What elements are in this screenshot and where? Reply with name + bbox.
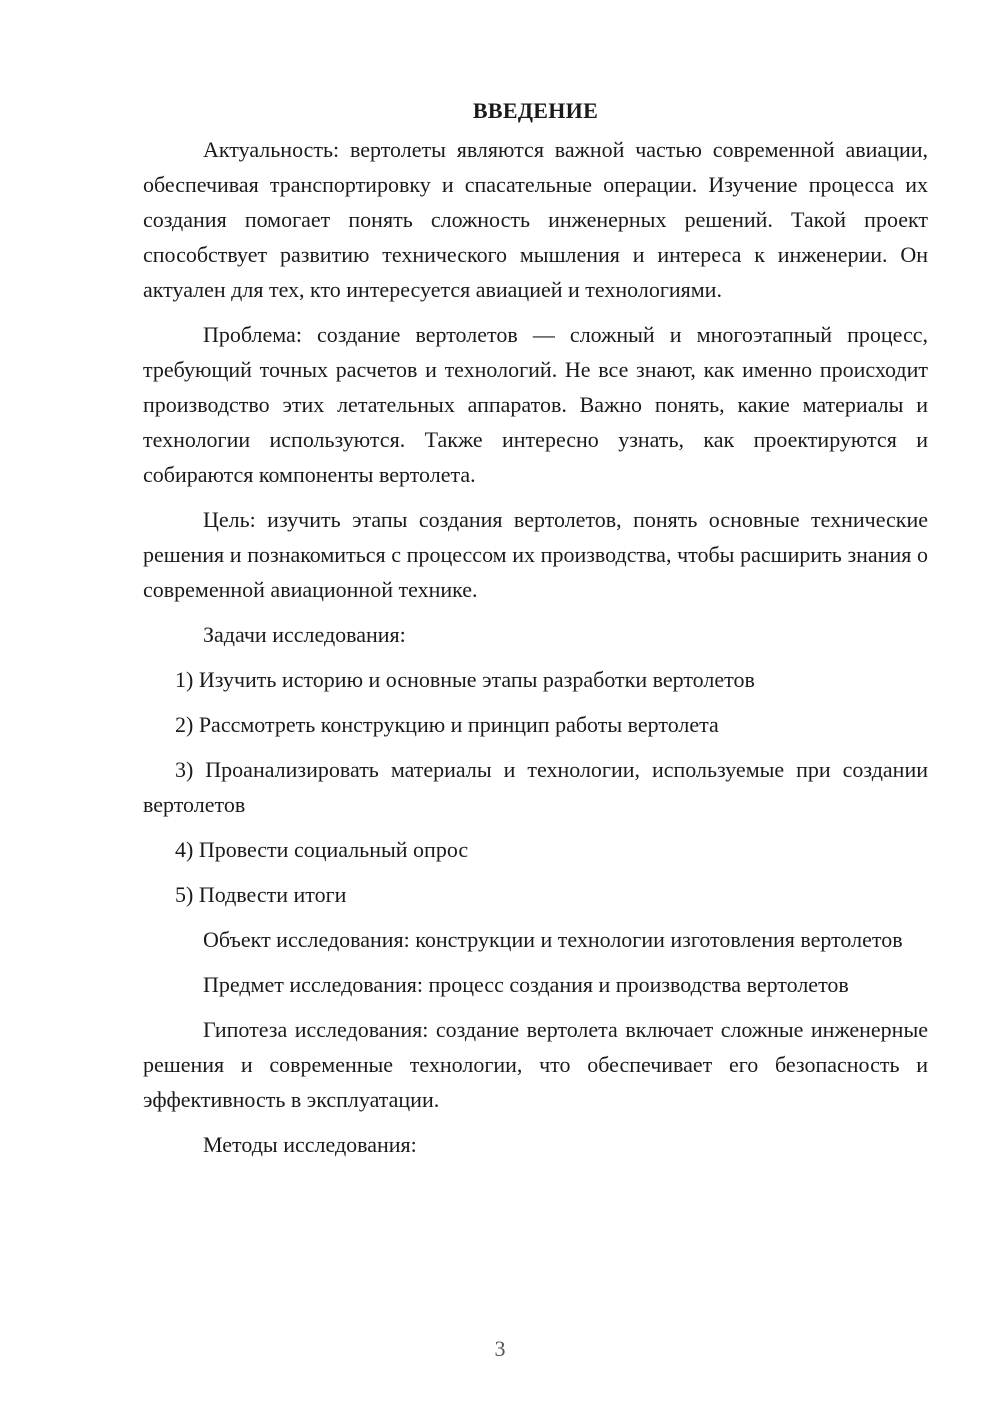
page-number: 3 bbox=[494, 1336, 506, 1361]
list-item: 4) Провести социальный опрос bbox=[175, 837, 469, 862]
tasks-heading: Задачи исследования: bbox=[203, 622, 406, 647]
tasks-list bbox=[143, 662, 928, 912]
list-item: 3) Проанализировать материалы и технологии, используемые при создании вертолетов bbox=[143, 757, 928, 817]
goal-paragraph: Цель: изучить этапы создания вертолетов, понять основные технические решения и познакомиться с процессом их производства, чтобы расширить знания о современной авиационной технике. bbox=[143, 507, 928, 602]
subject-paragraph: Предмет исследования: процесс создания и производства вертолетов bbox=[203, 972, 849, 997]
relevance-paragraph: Актуальность: вертолеты являются важной частью современной авиации, обеспечивая транспортировку и спасательные операции. Изучение процесса их создания помогает понять сложность инженерных решений. Такой проект способствует развитию технического мышления и интереса к инженерии. Он актуален для тех, кто интересуется авиацией и технологиями. bbox=[143, 137, 928, 302]
problem-paragraph: Проблема: создание вертолетов — сложный и многоэтапный процесс, требующий точных расчетов и технологий. Не все знают, как именно происходит производство этих летательных аппаратов. Важно понять, какие материалы и технологии используются. Также интересно узнать, как проектируются и собираются компоненты вертолета. bbox=[143, 322, 928, 487]
list-item: 2) Рассмотреть конструкцию и принцип работы вертолета bbox=[175, 712, 719, 737]
section-title: ВВЕДЕНИЕ bbox=[472, 98, 599, 123]
list-item: 5) Подвести итоги bbox=[175, 882, 347, 907]
list-item: 1) Изучить историю и основные этапы разработки вертолетов bbox=[175, 667, 755, 692]
hypothesis-paragraph: Гипотеза исследования: создание вертолета включает сложные инженерные решения и современные технологии, что обеспечивает его безопасность и эффективность в эксплуатации. bbox=[143, 1017, 928, 1112]
methods-heading: Методы исследования: bbox=[203, 1132, 417, 1157]
object-paragraph: Объект исследования: конструкции и технологии изготовления вертолетов bbox=[203, 927, 903, 952]
page-content bbox=[143, 93, 928, 1172]
